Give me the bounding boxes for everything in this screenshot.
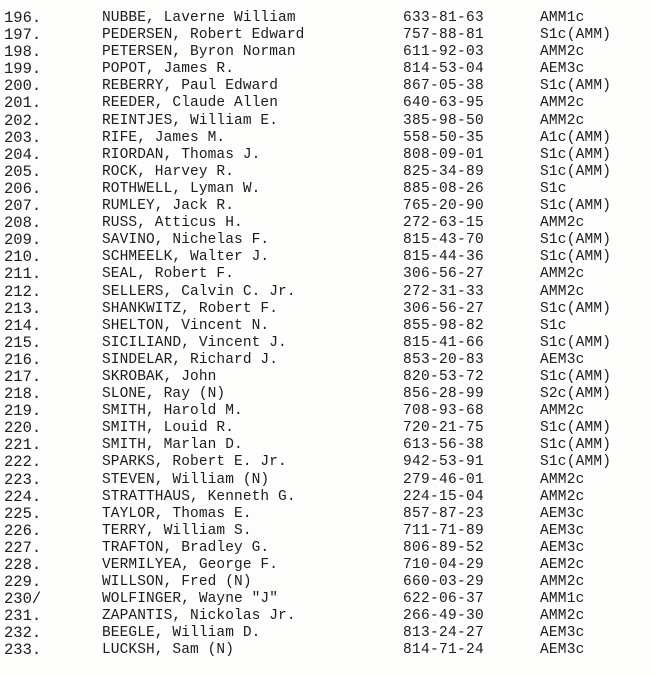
rating: S1c(AMM) bbox=[540, 300, 612, 317]
rating: S1c(AMM) bbox=[540, 78, 612, 95]
rating: S1c bbox=[540, 317, 567, 334]
entry-number: 199. bbox=[4, 60, 42, 79]
roster-row bbox=[0, 198, 653, 215]
entry-number: 216. bbox=[4, 350, 42, 369]
service-number: 820-53-72 bbox=[403, 368, 485, 385]
rating: S1c(AMM) bbox=[540, 27, 612, 44]
roster-row bbox=[0, 113, 653, 130]
member-name: STEVEN, William (N) bbox=[102, 471, 270, 488]
member-name: SPARKS, Robert E. Jr. bbox=[102, 454, 287, 471]
service-number: 224-15-04 bbox=[403, 488, 485, 505]
service-number: 711-71-89 bbox=[403, 522, 485, 539]
personnel-roster-list bbox=[0, 10, 653, 660]
service-number: 720-21-75 bbox=[403, 420, 485, 437]
member-name: SHANKWITZ, Robert F. bbox=[102, 300, 279, 317]
entry-number: 231. bbox=[4, 607, 42, 626]
rating: AMM2c bbox=[540, 403, 585, 420]
entry-number: 226. bbox=[4, 521, 42, 540]
member-name: SCHMEELK, Walter J. bbox=[102, 249, 270, 266]
entry-number: 230/ bbox=[4, 590, 42, 609]
roster-row bbox=[0, 574, 653, 591]
entry-number: 213. bbox=[4, 299, 42, 318]
entry-number: 220. bbox=[4, 419, 42, 438]
roster-row bbox=[0, 369, 653, 386]
rating: S2c(AMM) bbox=[540, 386, 612, 403]
entry-number: 212. bbox=[4, 282, 42, 301]
member-name: RIORDAN, Thomas J. bbox=[102, 146, 261, 163]
rating: AEM3c bbox=[540, 539, 585, 556]
service-number: 611-92-03 bbox=[403, 44, 485, 61]
member-name: RUMLEY, Jack R. bbox=[102, 198, 235, 215]
service-number: 385-98-50 bbox=[403, 112, 485, 129]
member-name: NUBBE, Laverne William bbox=[102, 10, 296, 26]
entry-number: 214. bbox=[4, 316, 42, 335]
rating: S1c(AMM) bbox=[540, 437, 612, 454]
entry-number: 203. bbox=[4, 128, 42, 147]
member-name: LUCKSH, Sam (N) bbox=[102, 642, 235, 659]
member-name: WOLFINGER, Wayne "J" bbox=[102, 591, 279, 608]
service-number: 815-41-66 bbox=[403, 334, 485, 351]
service-number: 885-08-26 bbox=[403, 180, 485, 197]
service-number: 306-56-27 bbox=[403, 300, 485, 317]
rating: AMM2c bbox=[540, 215, 585, 232]
member-name: SHELTON, Vincent N. bbox=[102, 317, 270, 334]
roster-row bbox=[0, 266, 653, 283]
member-name: SMITH, Louid R. bbox=[102, 420, 235, 437]
roster-row bbox=[0, 403, 653, 420]
rating: AMM2c bbox=[540, 44, 585, 61]
rating: S1c(AMM) bbox=[540, 334, 612, 351]
roster-row bbox=[0, 642, 653, 659]
service-number: 708-93-68 bbox=[403, 403, 485, 420]
member-name: PETERSEN, Byron Norman bbox=[102, 44, 296, 61]
entry-number: 224. bbox=[4, 487, 42, 506]
rating: AMM2c bbox=[540, 488, 585, 505]
roster-row bbox=[0, 27, 653, 44]
service-number: 266-49-30 bbox=[403, 608, 485, 625]
roster-row bbox=[0, 78, 653, 95]
entry-number: 221. bbox=[4, 436, 42, 455]
rating: S1c(AMM) bbox=[540, 198, 612, 215]
entry-number: 197. bbox=[4, 26, 42, 45]
rating: AMM2c bbox=[540, 574, 585, 591]
service-number: 806-89-52 bbox=[403, 539, 485, 556]
service-number: 856-28-99 bbox=[403, 386, 485, 403]
roster-row bbox=[0, 215, 653, 232]
roster-row bbox=[0, 147, 653, 164]
member-name: STRATTHAUS, Kenneth G. bbox=[102, 488, 296, 505]
service-number: 814-53-04 bbox=[403, 61, 485, 78]
rating: S1c(AMM) bbox=[540, 454, 612, 471]
entry-number: 201. bbox=[4, 94, 42, 113]
rating: S1c(AMM) bbox=[540, 249, 612, 266]
member-name: REEDER, Claude Allen bbox=[102, 95, 279, 112]
roster-row bbox=[0, 540, 653, 557]
service-number: 815-43-70 bbox=[403, 232, 485, 249]
roster-row bbox=[0, 61, 653, 78]
roster-row bbox=[0, 301, 653, 318]
service-number: 640-63-95 bbox=[403, 95, 485, 112]
member-name: ROCK, Harvey R. bbox=[102, 163, 235, 180]
roster-row bbox=[0, 523, 653, 540]
member-name: SLONE, Ray (N) bbox=[102, 386, 226, 403]
service-number: 814-71-24 bbox=[403, 642, 485, 659]
roster-row bbox=[0, 454, 653, 471]
member-name: RIFE, James M. bbox=[102, 129, 226, 146]
rating: AMM2c bbox=[540, 95, 585, 112]
entry-number: 225. bbox=[4, 504, 42, 523]
entry-number: 222. bbox=[4, 453, 42, 472]
service-number: 558-50-35 bbox=[403, 129, 485, 146]
rating: AEM3c bbox=[540, 522, 585, 539]
member-name: SEAL, Robert F. bbox=[102, 266, 235, 283]
entry-number: 229. bbox=[4, 573, 42, 592]
member-name: REINTJES, William E. bbox=[102, 112, 279, 129]
service-number: 660-03-29 bbox=[403, 574, 485, 591]
rating: AEM3c bbox=[540, 642, 585, 659]
roster-row bbox=[0, 318, 653, 335]
roster-row bbox=[0, 10, 653, 27]
entry-number: 207. bbox=[4, 197, 42, 216]
entry-number: 205. bbox=[4, 162, 42, 181]
service-number: 855-98-82 bbox=[403, 317, 485, 334]
rating: AEM2c bbox=[540, 557, 585, 573]
entry-number: 206. bbox=[4, 179, 42, 198]
entry-number: 211. bbox=[4, 265, 42, 284]
member-name: REBERRY, Paul Edward bbox=[102, 78, 279, 95]
service-number: 815-44-36 bbox=[403, 249, 485, 266]
roster-row bbox=[0, 506, 653, 523]
rating: AMM2c bbox=[540, 112, 585, 129]
roster-row bbox=[0, 95, 653, 112]
member-name: SKROBAK, John bbox=[102, 368, 217, 385]
roster-row bbox=[0, 181, 653, 198]
rating: AMM2c bbox=[540, 283, 585, 300]
entry-number: 217. bbox=[4, 367, 42, 386]
member-name: BEEGLE, William D. bbox=[102, 625, 261, 642]
rating: AEM3c bbox=[540, 625, 585, 642]
roster-row bbox=[0, 44, 653, 61]
service-number: 710-04-29 bbox=[403, 557, 485, 573]
rating: AEM3c bbox=[540, 351, 585, 368]
service-number: 867-05-38 bbox=[403, 78, 485, 95]
rating: AMM2c bbox=[540, 608, 585, 625]
roster-row bbox=[0, 420, 653, 437]
entry-number: 215. bbox=[4, 333, 42, 352]
rating: AMM2c bbox=[540, 471, 585, 488]
member-name: ZAPANTIS, Nickolas Jr. bbox=[102, 608, 296, 625]
member-name: SELLERS, Calvin C. Jr. bbox=[102, 283, 296, 300]
service-number: 279-46-01 bbox=[403, 471, 485, 488]
entry-number: 204. bbox=[4, 145, 42, 164]
member-name: RUSS, Atticus H. bbox=[102, 215, 243, 232]
entry-number: 218. bbox=[4, 385, 42, 404]
service-number: 633-81-63 bbox=[403, 10, 485, 26]
rating: AEM3c bbox=[540, 61, 585, 78]
member-name: SICILIAND, Vincent J. bbox=[102, 334, 287, 351]
roster-row bbox=[0, 625, 653, 642]
entry-number: 233. bbox=[4, 641, 42, 660]
member-name: VERMILYEA, George F. bbox=[102, 557, 279, 573]
roster-row bbox=[0, 437, 653, 454]
roster-row bbox=[0, 386, 653, 403]
service-number: 825-34-89 bbox=[403, 163, 485, 180]
roster-row bbox=[0, 591, 653, 608]
member-name: SMITH, Harold M. bbox=[102, 403, 243, 420]
member-name: TERRY, William S. bbox=[102, 522, 252, 539]
entry-number: 210. bbox=[4, 248, 42, 267]
entry-number: 219. bbox=[4, 402, 42, 421]
member-name: PEDERSEN, Robert Edward bbox=[102, 27, 305, 44]
member-name: WILLSON, Fred (N) bbox=[102, 574, 252, 591]
roster-row bbox=[0, 232, 653, 249]
rating: AMM1c bbox=[540, 10, 585, 26]
rating: S1c(AMM) bbox=[540, 368, 612, 385]
entry-number: 209. bbox=[4, 231, 42, 250]
member-name: TAYLOR, Thomas E. bbox=[102, 505, 252, 522]
roster-row bbox=[0, 249, 653, 266]
member-name: ROTHWELL, Lyman W. bbox=[102, 180, 261, 197]
roster-row bbox=[0, 472, 653, 489]
roster-row bbox=[0, 352, 653, 369]
rating: S1c(AMM) bbox=[540, 232, 612, 249]
roster-row bbox=[0, 557, 653, 574]
roster-row bbox=[0, 489, 653, 506]
service-number: 813-24-27 bbox=[403, 625, 485, 642]
member-name: SINDELAR, Richard J. bbox=[102, 351, 279, 368]
member-name: POPOT, James R. bbox=[102, 61, 235, 78]
service-number: 808-09-01 bbox=[403, 146, 485, 163]
entry-number: 223. bbox=[4, 470, 42, 489]
roster-row bbox=[0, 130, 653, 147]
entry-number: 196. bbox=[4, 9, 42, 27]
entry-number: 202. bbox=[4, 111, 42, 130]
rating: AMM1c bbox=[540, 591, 585, 608]
service-number: 272-31-33 bbox=[403, 283, 485, 300]
service-number: 272-63-15 bbox=[403, 215, 485, 232]
rating: S1c(AMM) bbox=[540, 420, 612, 437]
service-number: 765-20-90 bbox=[403, 198, 485, 215]
rating: S1c bbox=[540, 180, 567, 197]
entry-number: 198. bbox=[4, 43, 42, 62]
rating: AEM3c bbox=[540, 505, 585, 522]
roster-row bbox=[0, 164, 653, 181]
service-number: 622-06-37 bbox=[403, 591, 485, 608]
entry-number: 200. bbox=[4, 77, 42, 96]
roster-row bbox=[0, 335, 653, 352]
roster-row bbox=[0, 608, 653, 625]
roster-row bbox=[0, 284, 653, 301]
service-number: 853-20-83 bbox=[403, 351, 485, 368]
member-name: SMITH, Marlan D. bbox=[102, 437, 243, 454]
rating: A1c(AMM) bbox=[540, 129, 612, 146]
service-number: 757-88-81 bbox=[403, 27, 485, 44]
rating: S1c(AMM) bbox=[540, 146, 612, 163]
entry-number: 228. bbox=[4, 556, 42, 574]
service-number: 942-53-91 bbox=[403, 454, 485, 471]
entry-number: 232. bbox=[4, 624, 42, 643]
service-number: 613-56-38 bbox=[403, 437, 485, 454]
service-number: 857-87-23 bbox=[403, 505, 485, 522]
member-name: SAVINO, Nichelas F. bbox=[102, 232, 270, 249]
entry-number: 208. bbox=[4, 214, 42, 233]
member-name: TRAFTON, Bradley G. bbox=[102, 539, 270, 556]
entry-number: 227. bbox=[4, 538, 42, 557]
rating: AMM2c bbox=[540, 266, 585, 283]
service-number: 306-56-27 bbox=[403, 266, 485, 283]
rating: S1c(AMM) bbox=[540, 163, 612, 180]
